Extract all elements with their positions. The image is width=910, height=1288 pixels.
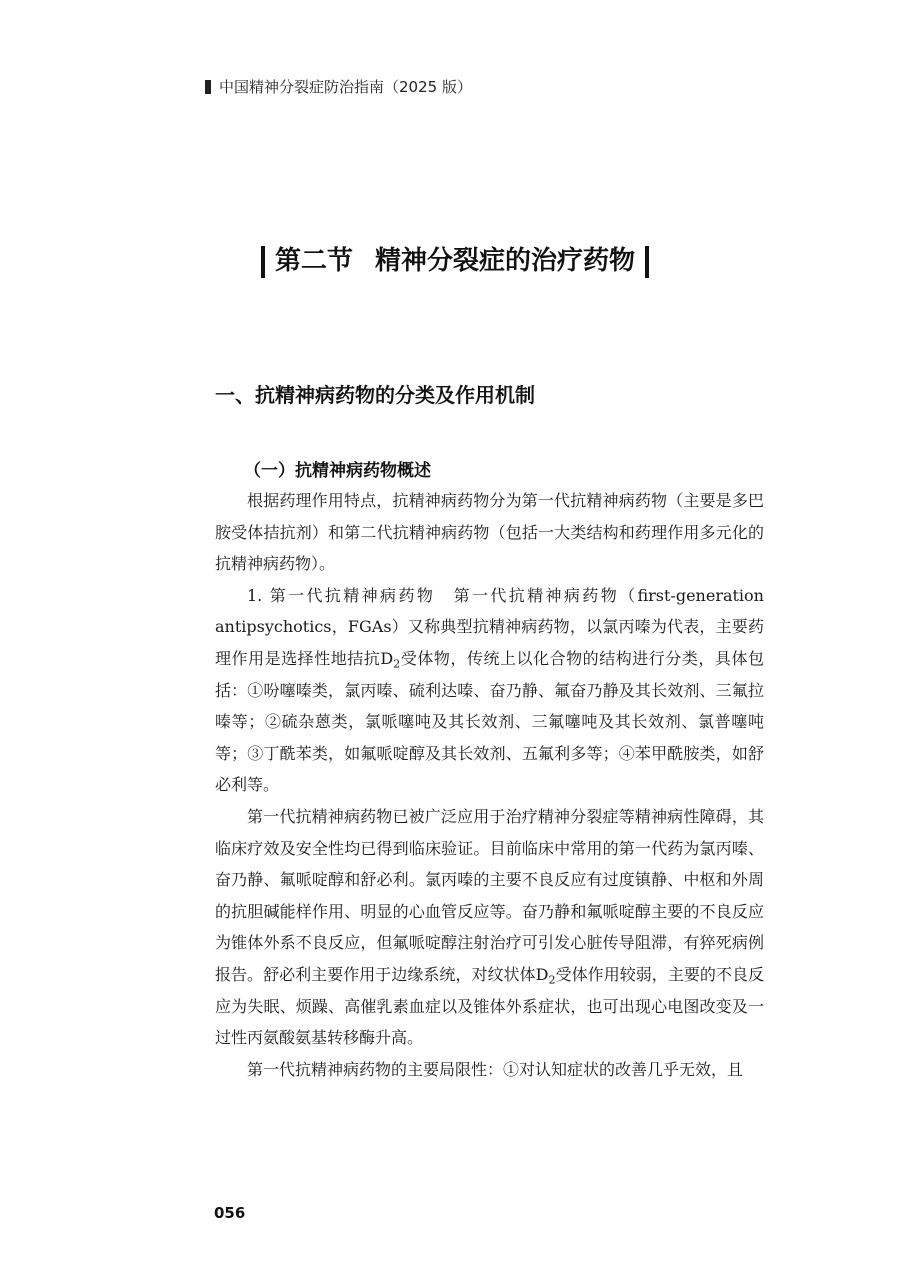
title-bar-left — [261, 246, 265, 278]
paragraph-4: 第一代抗精神病药物的主要局限性：①对认知症状的改善几乎无效，且 — [247, 1059, 744, 1079]
section-title — [0, 240, 910, 278]
running-title: 中国精神分裂症防治指南（2025 版） — [219, 78, 472, 96]
title-bar-right — [645, 246, 649, 278]
page-number: 056 — [214, 1204, 246, 1222]
paragraph-3: 第一代抗精神病药物已被广泛应用于治疗精神分裂症等精神病性障碍，其临床疗效及安全性均已得到临床验证。目前临床中常用的第一代药为氯丙嗪、奋乃静、氟哌啶醇和舒必利。氯丙嗪的主要不良反应有过度镇静、中枢和外周的抗胆碱能样作用、明显的心血管反应等。奋乃静和氟哌啶醇主要的不良反应为锥体外系不良反应，但氟哌啶醇注射治疗可引发心脏传导阻滞，有猝死病例报告。舒必利主要作用于边缘系统，对纹状体$D_2$受体作用较弱，主要的不良反应为失眠、烦躁、高催乳素血症以及锥体外系症状，也可出现心电图改变及一过性丙氨酸氨基转移酶升高。 — [215, 806, 764, 1048]
section-name: 精神分裂症的治疗药物 — [375, 246, 636, 276]
paragraph-2: 1. 第一代抗精神病药物 第一代抗精神病药物（first-generation antipsychotics，FGAs）又称典型抗精神病药物，以氯丙嗪为代表，主要药理作用是选择性地拮抗$D_2$受体物，传统上以化合物的结构进行分类，具体包括：①吩噻嗪类，氯丙嗪、硫利达嗪、奋乃静、氟奋乃静及其长效剂、三氟拉嗪等；②硫杂蒽类，氯哌噻吨及其长效剂、三氟噻吨及其长效剂、氯普噻吨等；③丁酰苯类，如氟哌啶醇及其长效剂、五氟利多等；④苯甲酰胺类，如舒必利等。 — [215, 585, 764, 795]
heading-level-2: （一）抗精神病药物概述 — [244, 461, 431, 481]
heading-level-1: 一、抗精神病药物的分类及作用机制 — [215, 383, 535, 407]
paragraph-1: 根据药理作用特点，抗精神病药物分为第一代抗精神病药物（主要是多巴胺受体拮抗剂）和第二代抗精神病药物（包括一大类结构和药理作用多元化的抗精神病药物）。 — [215, 491, 764, 574]
body-text — [215, 485, 764, 1085]
section-number: 第二节 — [274, 246, 353, 276]
header-marker — [205, 80, 211, 94]
running-header — [205, 76, 472, 97]
